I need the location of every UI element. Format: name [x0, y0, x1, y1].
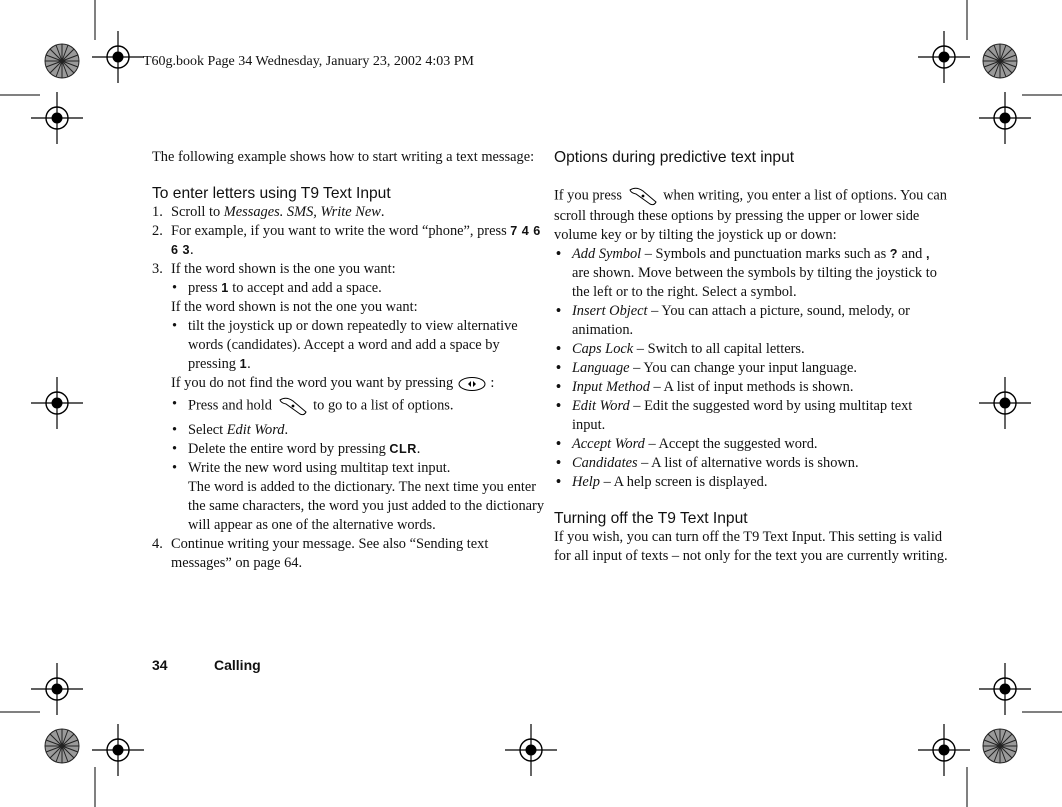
list-item: • Caps Lock – Switch to all capital letters. — [556, 341, 805, 357]
list-item: • Edit Word – Edit the suggested word by using multitap text input. — [556, 398, 913, 433]
option-term: Language — [572, 360, 630, 376]
options-key-icon — [276, 395, 310, 417]
key-label: 1 — [239, 357, 248, 371]
step-number: 2. — [152, 223, 163, 239]
option-term: Insert Object — [572, 303, 648, 319]
section-heading-t9-enter: To enter letters using T9 Text Input — [152, 185, 391, 202]
option-term: Accept Word — [572, 436, 645, 452]
joystick-key-icon — [457, 376, 487, 392]
step-1: 1. Scroll to Messages. SMS, Write New. — [152, 204, 385, 220]
option-term: Input Method — [572, 379, 650, 395]
key-label: , — [925, 247, 930, 261]
option-term: Edit Word — [572, 398, 630, 414]
intro-paragraph: The following example shows how to start writing a text message: — [152, 149, 535, 165]
step-3-alt-text: If the word shown is not the one you want: — [171, 299, 418, 315]
turn-off-paragraph: If you wish, you can turn off the T9 Text Input. This setting is valid for all input of texts – not only for the text you are currently writing. — [554, 529, 948, 564]
left-column — [152, 148, 547, 573]
list-item: • Candidates – A list of alternative words is shown. — [556, 455, 859, 471]
book-info-header: T60g.book Page 34 Wednesday, January 23, 2002 4:03 PM — [143, 54, 474, 69]
step-number: 4. — [152, 536, 163, 552]
key-label: ? — [889, 247, 898, 261]
step-3-not-found-text: If you do not find the word you want by pressing : — [171, 375, 495, 391]
list-item: • Accept Word – Accept the suggested word. — [556, 436, 818, 452]
list-item: • Insert Object – You can attach a picture, sound, melody, or animation. — [556, 303, 910, 338]
list-item: • Select Edit Word. — [172, 422, 289, 438]
option-term: Caps Lock — [572, 341, 634, 357]
option-term: Add Symbol — [572, 246, 642, 262]
step-number: 1. — [152, 204, 163, 220]
list-item: • Write the new word using multitap text input. The word is added to the dictionary. The next time you enter the same characters, the word you just added to the dictionary will appear as one of the alternative words. — [172, 460, 545, 533]
step-3: 3. If the word shown is the one you want: — [152, 261, 396, 277]
key-label: CLR — [389, 442, 417, 456]
step-4: 4. Continue writing your message. See also “Sending text messages” on page 64. — [152, 536, 489, 571]
option-term: Help — [572, 474, 600, 490]
menu-path: Messages. SMS, Write New — [223, 204, 381, 220]
menu-item-name: Edit Word — [226, 422, 285, 438]
list-item: • Add Symbol – Symbols and punctuation marks such as ? and , are shown. Move between the symbols by tilting the joystick to the left or to the right. Select a symbol. — [556, 246, 937, 300]
list-item: • Input Method – A list of input methods is shown. — [556, 379, 854, 395]
list-item: • Delete the entire word by pressing CLR. — [172, 441, 421, 457]
section-heading-turn-off: Turning off the T9 Text Input — [554, 510, 748, 527]
list-item: • Help – A help screen is displayed. — [556, 474, 768, 490]
page-number: 34 — [152, 657, 168, 673]
option-term: Candidates — [572, 455, 638, 471]
list-item: • Language – You can change your input language. — [556, 360, 857, 376]
section-name: Calling — [214, 657, 261, 673]
options-key-icon — [626, 185, 660, 207]
step-2: 2. For example, if you want to write the word “phone”, press 7 4 6 6 3. — [152, 223, 541, 258]
section-heading-options: Options during predictive text input — [554, 149, 795, 166]
list-item: • press 1 to accept and add a space. — [172, 280, 382, 296]
key-sequence: 7 4 6 6 3 — [171, 224, 541, 257]
options-intro-paragraph: If you press when writing, you enter a list of options. You can scroll through these options by pressing the upper or lower side volume key or by tilting the joystick up or down: — [554, 185, 949, 245]
list-item: • tilt the joystick up or down repeatedly to view alternative words (candidates). Accept a word and add a space by pressing 1. — [172, 318, 518, 372]
right-column — [554, 148, 949, 566]
step-number: 3. — [152, 261, 163, 277]
key-label: 1 — [221, 281, 229, 295]
list-item: • Press and hold to go to a list of options. — [152, 395, 547, 417]
